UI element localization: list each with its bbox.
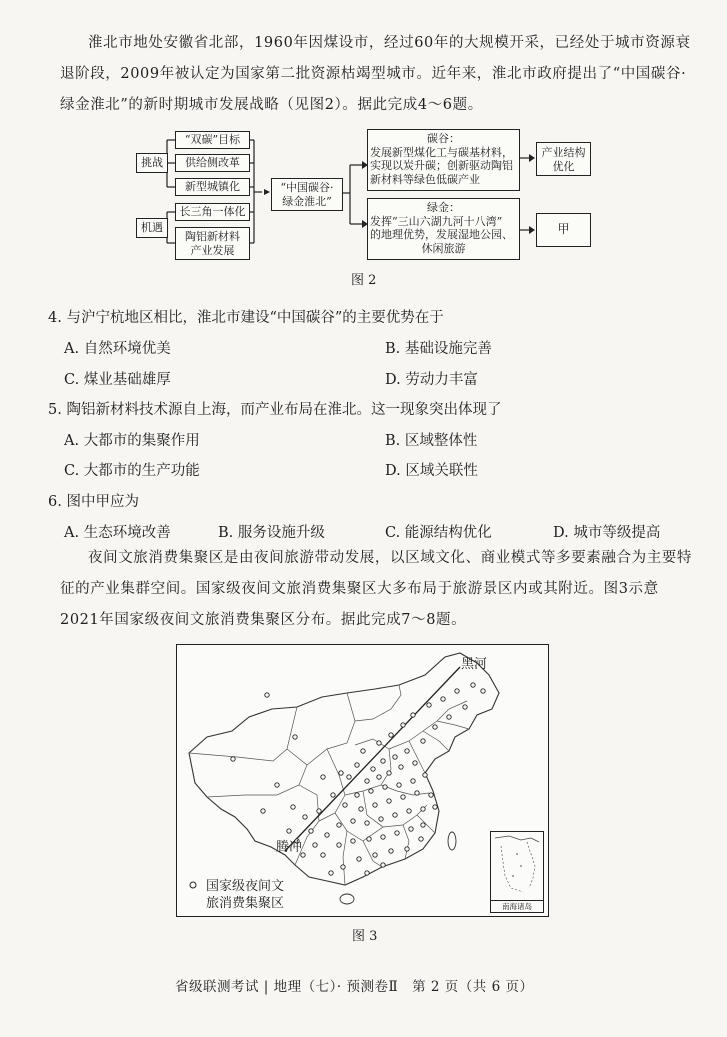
- strategy-center-box: [271, 178, 343, 211]
- carbon-valley-line2: 实现以炭升碳；创新驱动陶铝: [370, 159, 513, 172]
- question-6-stem: 6. 图中甲应为: [48, 494, 139, 510]
- heihe-label: 黑河: [461, 657, 488, 672]
- industry-line2: 优化: [552, 159, 575, 173]
- ceramic-aluminum-line1: 陶铝新材料: [185, 230, 240, 243]
- green-gold-line3: 休闲旅游: [421, 241, 466, 255]
- q4-option-b: B. 基础设施完善: [385, 341, 492, 357]
- intro1-line1: 淮北市地处安徽省北部，1960年因煤设市，经过60年的大规模开采，已经处于城市资源衰: [88, 35, 691, 51]
- q5-option-c: C. 大都市的生产功能: [64, 463, 200, 479]
- figure-2-caption: 图 2: [351, 273, 377, 288]
- q6-option-d: D. 城市等级提高: [553, 525, 661, 541]
- intro1-line2: 退阶段，2009年被认定为国家第二批资源枯竭型城市。近年来，淮北市政府提出了“中国碳谷·: [60, 66, 687, 82]
- carbon-valley-box: [367, 129, 520, 191]
- intro1-line3: 绿金淮北”的新时期城市发展战略（见图2）。据此完成4～6题。: [60, 97, 483, 113]
- strategy-line1: “中国碳谷·: [280, 181, 334, 194]
- q4-option-c: C. 煤业基础雄厚: [64, 372, 171, 388]
- question-5-stem: 5. 陶铝新材料技术源自上海，而产业布局在淮北。这一现象突出体现了: [48, 402, 502, 418]
- green-gold-line2: 的地理优势，发展湿地公园、: [370, 228, 513, 241]
- figure-3-map: [176, 644, 549, 917]
- south-china-sea-label: 南海诸岛: [491, 900, 543, 912]
- q4-option-d: D. 劳动力丰富: [385, 372, 478, 388]
- challenge-label: 挑战: [136, 153, 168, 173]
- dual-carbon-goal-box: “双碳”目标: [175, 131, 250, 149]
- taiwan-island: [448, 832, 456, 850]
- hu-line: [285, 667, 460, 851]
- tengchong-label: 腾冲: [276, 840, 303, 855]
- inset-svg: [491, 832, 543, 896]
- industry-line1: 产业结构: [541, 146, 586, 159]
- hainan-island: [340, 894, 354, 904]
- strategy-line2: 绿金淮北”: [282, 194, 332, 208]
- carbon-valley-title: 碳谷：: [427, 132, 460, 145]
- carbon-valley-line1: 发展新型煤化工与碳基材料，: [370, 145, 513, 159]
- new-urbanization-box: 新型城镇化: [175, 178, 250, 196]
- jia-box: 甲: [536, 213, 591, 247]
- q4-option-a: A. 自然环境优美: [64, 341, 171, 357]
- legend-line2: 旅消费集聚区: [206, 896, 285, 911]
- q5-option-d: D. 区域关联性: [385, 463, 478, 479]
- q5-option-b: B. 区域整体性: [385, 433, 478, 449]
- fig2-connectors: [0, 0, 727, 270]
- green-gold-box: [367, 198, 520, 260]
- question-4-stem: 4. 与沪宁杭地区相比，淮北市建设“中国碳谷”的主要优势在于: [48, 310, 444, 326]
- intro2-line3: 2021年国家级夜间文旅消费集聚区分布。据此完成7～8题。: [60, 612, 467, 628]
- q6-option-b: B. 服务设施升级: [218, 525, 325, 541]
- opportunity-label: 机遇: [136, 218, 168, 238]
- yangtze-delta-box: 长三角一体化: [175, 203, 250, 221]
- ceramic-aluminum-line2: 产业发展: [190, 243, 235, 257]
- page-footer: 省级联测考试 | 地理（七）· 预测卷Ⅱ 第 2 页（共 6 页）: [175, 979, 534, 995]
- intro2-line1: 夜间文旅消费集聚区是由夜间旅游带动发展，以区域文化、商业模式等多要素融合为主要特: [88, 550, 692, 566]
- ceramic-aluminum-box: [175, 227, 250, 260]
- legend-line1: 国家级夜间文: [206, 879, 285, 894]
- figure-3-caption: 图 3: [352, 929, 378, 944]
- legend-dot-symbol: [190, 882, 196, 888]
- intro2-line2: 征的产业集群空间。国家级夜间文旅消费集聚区大多布局于旅游景区内或其附近。图3示意: [60, 581, 659, 597]
- south-china-sea-inset: [490, 831, 544, 913]
- q6-option-a: A. 生态环境改善: [64, 525, 171, 541]
- supply-side-reform-box: 供给侧改革: [175, 154, 250, 172]
- industry-optimization-box: [536, 142, 591, 176]
- green-gold-title: 绿金：: [427, 201, 460, 214]
- legend-text: [206, 878, 284, 912]
- q5-option-a: A. 大都市的集聚作用: [64, 433, 200, 449]
- carbon-valley-line3: 新材料等绿色低碳产业: [370, 172, 480, 186]
- green-gold-line1: 发挥“三山六湖九河十八湾”: [370, 214, 503, 228]
- province-boundaries: [189, 685, 469, 885]
- q6-option-c: C. 能源结构优化: [385, 525, 492, 541]
